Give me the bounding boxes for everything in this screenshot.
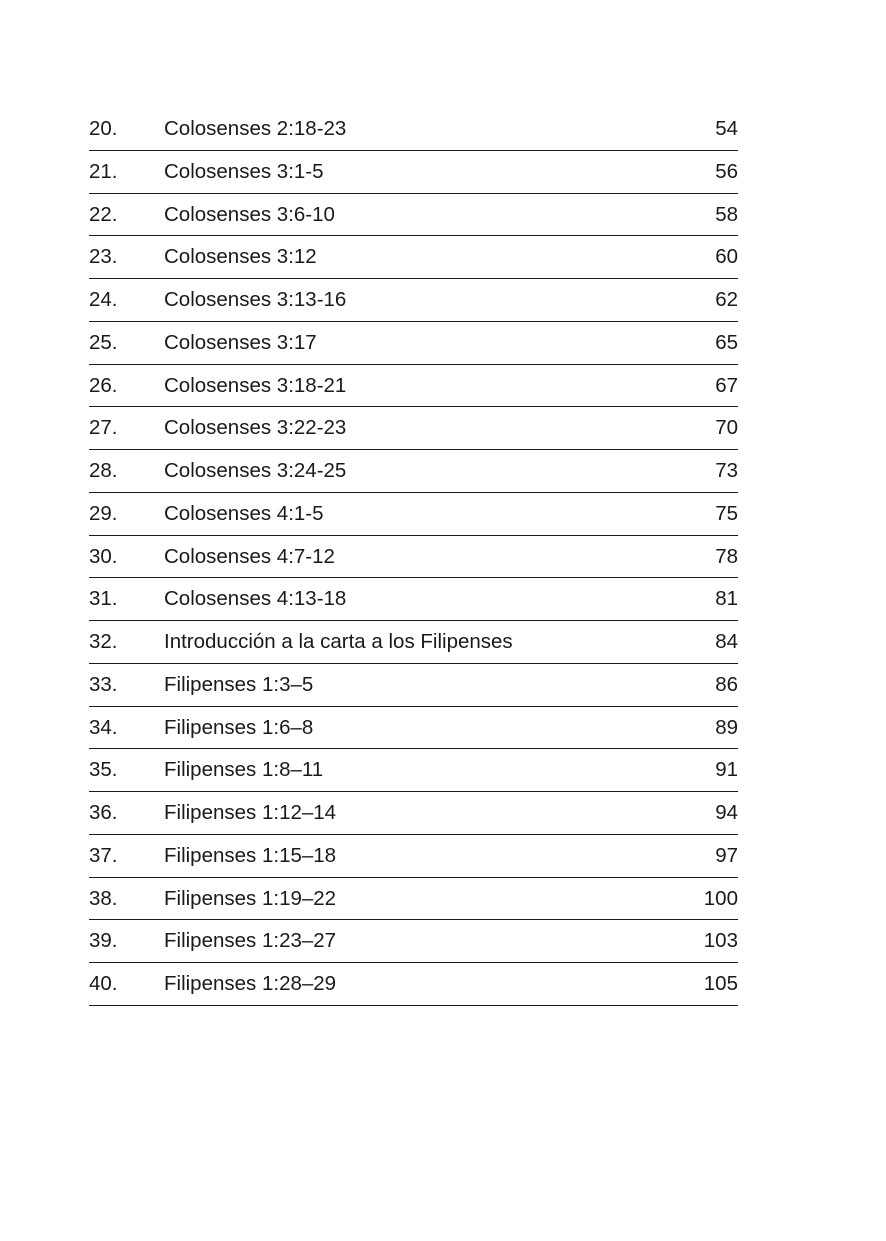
toc-entry-number: 22. — [89, 202, 118, 226]
toc-entry-title: Filipenses 1:3–5 — [164, 672, 314, 696]
toc-entry-page-number: 91 — [715, 758, 738, 782]
toc-entry-title: Colosenses 3:1-5 — [164, 159, 324, 183]
toc-entry-page-number: 67 — [715, 373, 738, 397]
toc-entry-title: Colosenses 4:1-5 — [164, 501, 324, 525]
toc-entry-page-number: 84 — [715, 630, 738, 653]
toc-entry-page-number: 75 — [715, 501, 738, 525]
toc-entry[interactable] — [89, 279, 738, 322]
toc-entry-number: 21. — [89, 159, 118, 183]
toc-entry[interactable] — [89, 920, 738, 963]
toc-entry-page-number: 60 — [715, 245, 738, 269]
table-of-contents — [89, 108, 738, 1006]
toc-entry-number: 23. — [89, 245, 118, 269]
toc-entry-number: 29. — [89, 501, 118, 525]
toc-entry-number: 20. — [89, 117, 118, 140]
toc-entry-title: Filipenses 1:28–29 — [164, 972, 337, 995]
toc-entry[interactable] — [89, 151, 738, 194]
toc-entry[interactable] — [89, 322, 738, 365]
toc-entry-number: 37. — [89, 843, 118, 867]
toc-entry-title: Colosenses 3:12 — [164, 245, 317, 269]
toc-entry-page-number: 65 — [715, 330, 738, 354]
toc-entry-page-number: 86 — [715, 672, 738, 696]
toc-entry-page-number: 100 — [703, 886, 738, 910]
toc-entry-page-number: 103 — [703, 929, 738, 953]
toc-entry[interactable] — [89, 536, 738, 579]
toc-entry-number: 35. — [89, 758, 118, 782]
toc-entry-number: 38. — [89, 886, 118, 910]
toc-entry-number: 30. — [89, 544, 118, 568]
toc-entry-page-number: 78 — [715, 544, 738, 568]
toc-entry-number: 36. — [89, 801, 118, 824]
toc-entry-title: Colosenses 4:7-12 — [164, 544, 335, 568]
toc-entry-title: Colosenses 3:17 — [164, 330, 317, 354]
toc-entry[interactable] — [89, 707, 738, 750]
toc-entry-page-number: 81 — [715, 587, 738, 611]
toc-entry-title: Filipenses 1:15–18 — [164, 843, 337, 867]
toc-entry-number: 32. — [89, 630, 118, 653]
toc-entry-page-number: 73 — [715, 459, 738, 482]
toc-entry-title: Filipenses 1:12–14 — [164, 801, 337, 824]
toc-entry-number: 27. — [89, 416, 118, 440]
toc-entry-page-number: 62 — [715, 288, 738, 311]
toc-entry[interactable] — [89, 749, 738, 792]
toc-entry-title: Filipenses 1:8–11 — [164, 758, 324, 782]
toc-entry[interactable] — [89, 407, 738, 450]
toc-entry[interactable] — [89, 365, 738, 408]
toc-entry-number: 34. — [89, 715, 118, 739]
toc-entry-title: Filipenses 1:19–22 — [164, 886, 337, 910]
toc-entry[interactable] — [89, 963, 738, 1006]
toc-entry-title: Colosenses 3:22-23 — [164, 416, 347, 440]
toc-entry-page-number: 105 — [703, 972, 738, 995]
toc-entry-page-number: 89 — [715, 715, 738, 739]
toc-entry-page-number: 58 — [715, 202, 738, 226]
toc-entry-number: 24. — [89, 288, 118, 311]
toc-entry-title: Introducción a la carta a los Filipenses — [164, 630, 513, 653]
toc-entry[interactable] — [89, 664, 738, 707]
toc-entry-number: 40. — [89, 972, 118, 995]
toc-entry[interactable] — [89, 792, 738, 835]
toc-entry-title: Filipenses 1:6–8 — [164, 715, 314, 739]
toc-entry-number: 39. — [89, 929, 118, 953]
toc-entry-title: Colosenses 3:13-16 — [164, 288, 347, 311]
toc-entry-page-number: 70 — [715, 416, 738, 440]
toc-entry[interactable] — [89, 493, 738, 536]
toc-entry-page-number: 54 — [715, 117, 738, 140]
toc-entry[interactable] — [89, 236, 738, 279]
toc-entry-page-number: 94 — [715, 801, 738, 824]
toc-entry[interactable] — [89, 108, 738, 151]
toc-entry-page-number: 56 — [715, 159, 738, 183]
toc-entry[interactable] — [89, 578, 738, 621]
toc-entry-number: 33. — [89, 672, 118, 696]
toc-entry-title: Colosenses 4:13-18 — [164, 587, 347, 611]
toc-entry-title: Colosenses 2:18-23 — [164, 117, 347, 140]
toc-entry-title: Colosenses 3:6-10 — [164, 202, 335, 226]
toc-entry[interactable] — [89, 878, 738, 921]
toc-entry[interactable] — [89, 194, 738, 237]
toc-entry-number: 31. — [89, 587, 118, 611]
toc-entry-number: 25. — [89, 330, 118, 354]
toc-entry-page-number: 97 — [715, 843, 738, 867]
toc-entry[interactable] — [89, 835, 738, 878]
toc-entry-title: Colosenses 3:24-25 — [164, 459, 347, 482]
toc-entry-number: 26. — [89, 373, 118, 397]
toc-entry-title: Colosenses 3:18-21 — [164, 373, 347, 397]
toc-entry-number: 28. — [89, 459, 118, 482]
toc-entry[interactable] — [89, 450, 738, 493]
toc-entry-title: Filipenses 1:23–27 — [164, 929, 337, 953]
toc-entry[interactable] — [89, 621, 738, 664]
